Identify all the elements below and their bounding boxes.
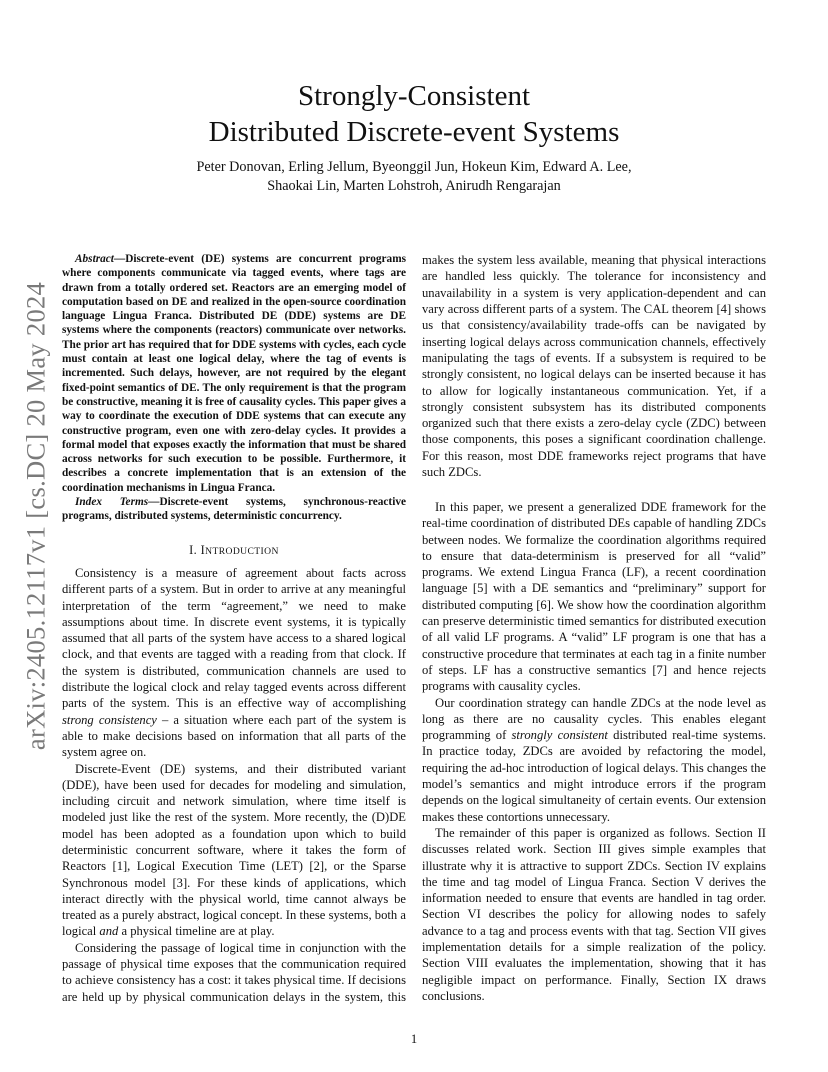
- paragraph-contribution: In this paper, we present a generalized DDE framework for the real-time coordination of distributed DEs capable of handling ZDCs between nodes. We formalize the coordination algorithms required to ensure that data-determinism is preserved for all “valid” programs. We extend Lingua Franca (LF), a recent coordination language [5] with a DE semantics and “preliminary” support for distributed computing [6]. We show how the coordination algorithm can preserve deterministic timed semantics for distributed execution of all valid LF programs. A “valid” LF program is one that has a constructive procedure that terminates at each tag in a finite number of steps. LF has a constructive semantics [7] and hence rejects programs with causality cycles.: [422, 500, 766, 694]
- paragraph-consistency: Consistency is a measure of agreement about facts across different parts of a system. But in order to arrive at any meaningful interpretation of the term “agreement,” we need to make assumptions about time. In discrete event systems, it is typically assumed that all parts of the system have access to a shared logical clock, and that events are tagged with a reading from that clock. If the system is distributed, communication channels are used to distribute the logical clock and relay tagged events across different parts of the system. This is an effective way of accomplishing strong consistency – a situation where each part of the system is able to make decisions based on information that all parts of the system agree on.: [62, 565, 406, 760]
- authors-line-2: Shaokai Lin, Marten Lohstroh, Anirudh Rengarajan: [267, 178, 561, 194]
- index-terms-text: —Discrete-event systems, synchronous-reactive programs, distributed systems, deterministic concurrency.: [62, 496, 406, 523]
- left-column: [62, 252, 406, 1005]
- index-terms: [62, 495, 406, 524]
- author-list: [0, 158, 828, 196]
- abstract: [62, 252, 406, 495]
- section-heading-introduction: I. INTRODUCTION: [189, 542, 279, 557]
- title-line-1: Strongly-Consistent: [297, 80, 530, 112]
- index-terms-lead: Index Terms: [75, 496, 149, 509]
- title-line-2: Distributed Discrete-event Systems: [208, 116, 620, 148]
- paragraph-coordination-strategy: Our coordination strategy can handle ZDCs at the node level as long as there are no causality cycles. This enables elegant programming of strongly consistent distributed real-time systems. In practice today, ZDCs are avoided by refactoring the model, requiring the ad-hoc introduction of logical delays. This changes the model’s semantics and might introduce errors if the program depends on the logical simultaneity of certain events. Our extension makes these contortions unnecessary.: [422, 695, 766, 824]
- abstract-lead: Abstract: [75, 253, 114, 265]
- arxiv-id: arXiv:2405.12117v1 [cs.DC] 20 May 2024: [20, 281, 51, 751]
- paragraph-logical-time: Considering the passage of logical time in conjunction with the passage of physical time exposes that the communication required to achieve consistency has a cost: it takes physical time. If decisions are held up by physical communication delays in the system, this: [62, 940, 406, 1004]
- page-number: 1: [410, 1032, 418, 1046]
- paragraph-logical-time-continued: makes the system less available, meaning that physical interactions are handled less quickly. The tolerance for inconsistency and unavailability in a system is very application-dependent and can vary across different parts of a system. The CAL theorem [4] shows us that consistency/availability trade-offs can be navigated by inserting logical delays across communication channels, effectively manipulating the tags of events. If a subsystem is required to be strongly consistent, no logical delays can be inserted because it has to allow for logically instantaneous communication. Yet, if a strongly consistent subsystem has its distributed components organized such that there exists a zero-delay cycle (ZDC) between those components, this poses a significant coordination challenge. For this reason, most DDE frameworks reject programs that have such ZDCs.: [422, 253, 766, 480]
- paragraph-dde-systems: Discrete-Event (DE) systems, and their distributed variant (DDE), have been used for decades for modeling and simulation, including circuit and network simulation, where time itself is modeled just like the rest of the system. More recently, the (D)DE model has been adopted as a foundation upon which to build deterministic concurrent software, where it takes the form of Reactors [1], Logical Execution Time (LET) [2], or the Sparse Synchronous model [3]. For these kinds of applications, which interact directly with the physical world, time cannot always be treated as a purely abstract, logical concept. In these systems, both a logical and a physical timeline are at play.: [62, 761, 406, 939]
- paragraph-organization: The remainder of this paper is organized as follows. Section II discusses related work. Section III gives simple examples that illustrate why it is attractive to support ZDCs. Section IV explains the time and tag model of Lingua Franca. Section V derives the information needed to ensure that events are handled in tag order. Section VI describes the policy for allowing nodes to safely advance to a tag and process events with that tag. Section VII gives implementation details for a simple realization of the policy. Section VIII evaluates the implementation, showing that it has negligible impact on performance. Finally, Section IX draws conclusions.: [422, 825, 766, 1003]
- right-column: [422, 252, 766, 1004]
- arxiv-watermark: [14, 270, 58, 762]
- paper-title: [0, 78, 828, 150]
- authors-line-1: Peter Donovan, Erling Jellum, Byeonggil Jun, Hokeun Kim, Edward A. Lee,: [196, 159, 632, 175]
- abstract-text: —Discrete-event (DE) systems are concurrent programs where components communicate via tagged events, where tags are drawn from a totally ordered set. Reactors are an emerging model of computation based on DE and realized in the open-source coordination language Lingua Franca. Distributed DE (DDE) systems are DE systems where the components (reactors) communicate over networks. The prior art has required that for DDE systems with cycles, each cycle must contain at least one logical delay, where the tag of events is incremented. Such delays, however, are not required by the elegant fixed-point semantics of DE. The only requirement is that the program be constructive, meaning it is free of causality cycles. This paper gives a way to coordinate the execution of DDE systems that can execute any constructive program, even one with zero-delay cycles. It provides a formal model that exposes exactly the information that must be shared across networks for such execution to be possible. Furthermore, it describes a concrete implementation that is an extension of the coordination mechanisms in Lingua Franca.: [62, 253, 406, 494]
